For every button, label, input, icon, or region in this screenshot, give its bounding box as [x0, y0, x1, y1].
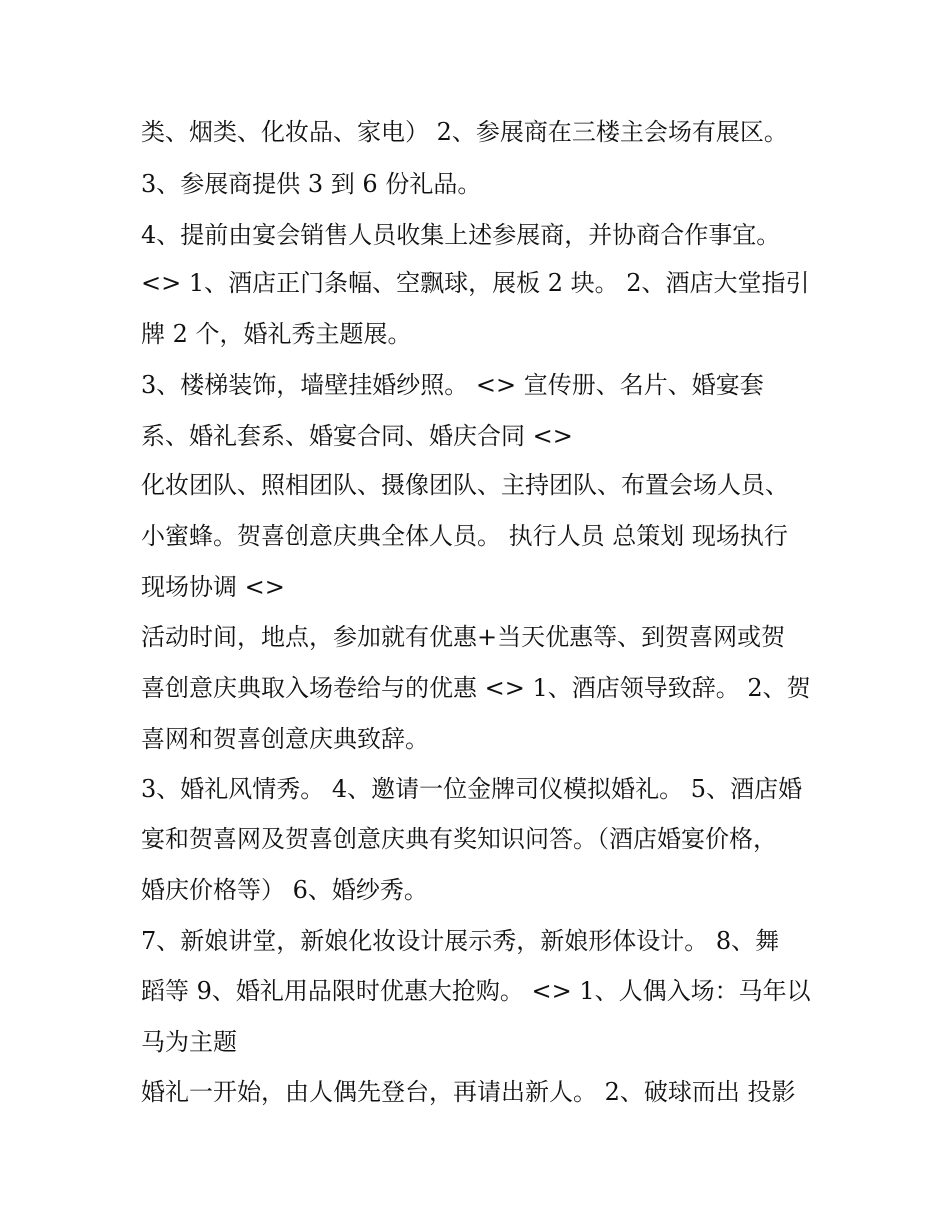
text-line: 系、婚礼套系、婚宴合同、婚庆合同 <> [141, 422, 573, 450]
text-line: 马为主题 [141, 1028, 237, 1056]
text-line: 蹈等 9、婚礼用品限时优惠大抢购。 <> 1、人偶入场：马年以 [141, 977, 811, 1005]
text-line: 喜网和贺喜创意庆典致辞。 [141, 725, 429, 753]
text-line: 3、楼梯装饰，墙壁挂婚纱照。 <> 宣传册、名片、婚宴套 [141, 371, 764, 399]
text-line: <> 1、酒店正门条幅、空飘球，展板 2 块。 2、酒店大堂指引 [141, 269, 810, 297]
text-line: 婚庆价格等） 6、婚纱秀。 [141, 876, 428, 904]
text-line: 4、提前由宴会销售人员收集上述参展商，并协商合作事宜。 [141, 221, 781, 249]
text-line: 宴和贺喜网及贺喜创意庆典有奖知识问答。（酒店婚宴价格， [141, 825, 777, 853]
text-line: 7、新娘讲堂，新娘化妆设计展示秀，新娘形体设计。 8、舞 [141, 927, 780, 955]
text-line: 喜创意庆典取入场卷给与的优惠 <> 1、酒店领导致辞。 2、贺 [141, 674, 811, 702]
text-line: 牌 2 个，婚礼秀主题展。 [141, 320, 412, 348]
text-line: 3、参展商提供 3 到 6 份礼品。 [141, 170, 482, 198]
text-line: 3、婚礼风情秀。 4、邀请一位金牌司仪模拟婚礼。 5、酒店婚 [141, 775, 803, 803]
text-line: 婚礼一开始，由人偶先登台，再请出新人。 2、破球而出 投影 [141, 1078, 796, 1106]
text-line: 现场协调 <> [141, 573, 285, 601]
text-line: 小蜜蜂。贺喜创意庆典全体人员。 执行人员 总策划 现场执行 [141, 522, 788, 550]
text-line: 活动时间，地点，参加就有优惠+当天优惠等、到贺喜网或贺 [141, 623, 786, 651]
text-line: 类、烟类、化妆品、家电） 2、参展商在三楼主会场有展区。 [141, 118, 788, 146]
text-line: 化妆团队、照相团队、摄像团队、主持团队、布置会场人员、 [141, 471, 789, 499]
